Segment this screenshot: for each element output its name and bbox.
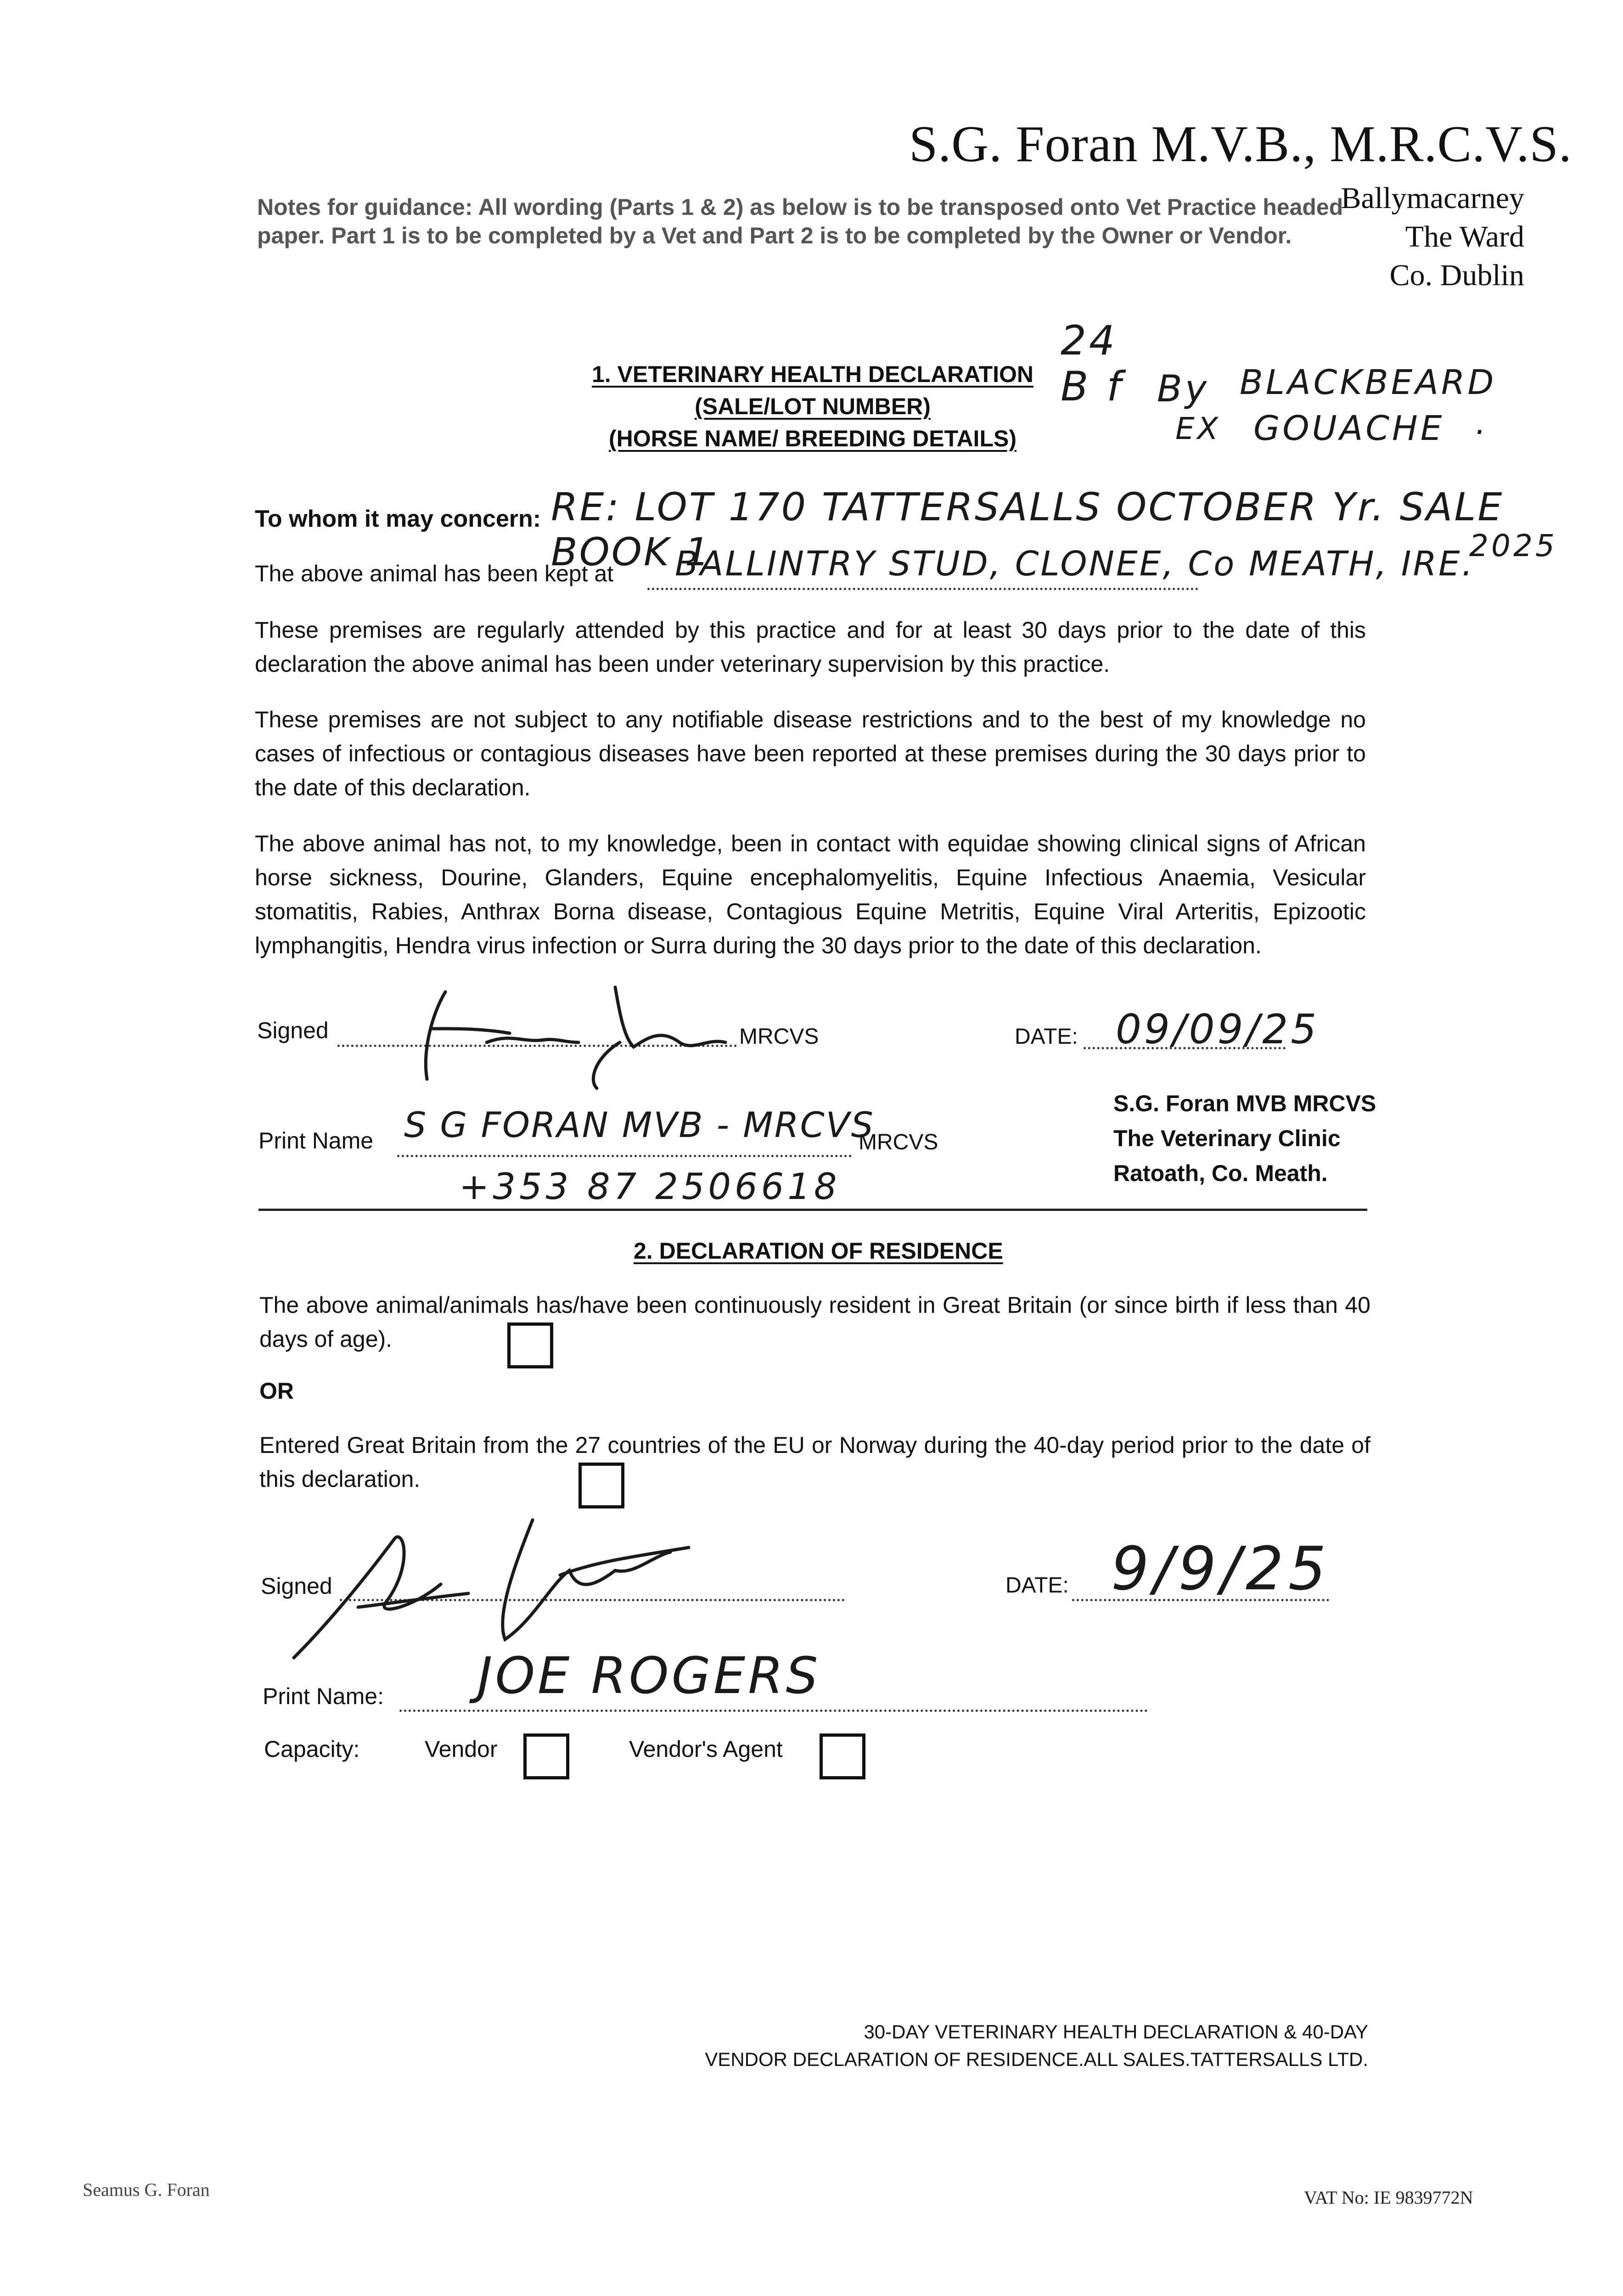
vet-print-handwritten: S G FORAN MVB - MRCVS xyxy=(404,1104,875,1145)
part1-heading-line1: 1. VETERINARY HEALTH DECLARATION xyxy=(591,361,1034,387)
kept-handwritten: BALLINTRY STUD, CLONEE, Co MEATH, IRE. xyxy=(675,544,1475,584)
address-line-3: Co. Dublin xyxy=(1389,259,1524,292)
owner-print-handwritten: JOE ROGERS xyxy=(477,1646,821,1705)
vet-date-label: DATE: xyxy=(1015,1024,1078,1049)
residence-option-1 xyxy=(259,1288,1370,1356)
vendor-agent-checkbox[interactable] xyxy=(820,1733,865,1779)
vet-signed-label: Signed xyxy=(257,1018,329,1043)
hand-by: By xyxy=(1157,367,1210,410)
vet-signature-image xyxy=(404,974,753,1093)
vet-print-label: Print Name xyxy=(258,1128,374,1154)
owner-signed-label: Signed xyxy=(261,1573,332,1599)
residence-option-1-checkbox[interactable] xyxy=(507,1322,553,1368)
hand-sire: BLACKBEARD xyxy=(1240,363,1497,402)
vendor-checkbox[interactable] xyxy=(523,1733,569,1779)
owner-date-handwritten: 9/9/25 xyxy=(1111,1534,1331,1604)
kept-dotted-line xyxy=(647,588,1198,590)
footer-title xyxy=(689,2018,1368,2073)
vet-phone-handwritten: +353 87 2506618 xyxy=(459,1166,841,1208)
hand-sex: B f xyxy=(1061,363,1124,410)
owner-date-label: DATE: xyxy=(1005,1573,1069,1598)
residence-option-1-text: The above animal/animals has/have been continuously resident in Great Britain (or since birth if less than 40 days of age). xyxy=(259,1292,1370,1352)
concern-handwritten: RE: LOT 170 TATTERSALLS OCTOBER Yr. SALE BOOK 1 xyxy=(551,484,1504,574)
footer-vat: VAT No: IE 9839772N xyxy=(1304,2187,1473,2208)
address-line-2: The Ward xyxy=(1405,220,1524,253)
guidance-note: Notes for guidance: All wording (Parts 1 & 2) as below is to be transposed onto Vet Practice headed paper. Part 1 is to be completed by a Vet and Part 2 is to be completed by the Owner or Vendor. xyxy=(257,194,1343,248)
capacity-label: Capacity: xyxy=(264,1736,360,1762)
vet-print-line xyxy=(397,1155,852,1157)
owner-print-label: Print Name: xyxy=(263,1683,384,1709)
section-divider xyxy=(258,1209,1367,1211)
vendor-agent-label: Vendor's Agent xyxy=(629,1736,783,1762)
or-label: OR xyxy=(259,1378,294,1404)
stamp-line-1: S.G. Foran MVB MRCVS xyxy=(1113,1091,1376,1116)
paragraph-diseases: The above animal has not, to my knowledge, been in contact with equidae showing clinical signs of African horse sickness, Dourine, Glanders, Equine encephalomyelitis, Equine Infectious Anaemia, Vesicular stomatitis, Rabies, Anthrax Borna disease, Contagious Equine Metritis, Equine Viral Arteritis, Epizootic lymphangitis, Hendra virus infection or Surra during the 30 days prior to the date of this declaration. xyxy=(255,831,1366,958)
hand-ex: EX xyxy=(1175,411,1221,446)
part2-heading: 2. DECLARATION OF RESIDENCE xyxy=(634,1238,1003,1264)
vendor-label: Vendor xyxy=(425,1736,498,1762)
footer-title-line1: 30-DAY VETERINARY HEALTH DECLARATION & 40-DAY xyxy=(864,2021,1368,2043)
vet-print-mrcvs: MRCVS xyxy=(859,1130,938,1154)
stamp-line-2: The Veterinary Clinic xyxy=(1113,1125,1341,1151)
paragraph-supervision: These premises are regularly attended by this practice and for at least 30 days prior to the date of this declaration the above animal has been under veterinary supervision by this practice. xyxy=(255,617,1366,677)
letterhead-address xyxy=(1341,179,1524,295)
vet-date-handwritten: 09/09/25 xyxy=(1116,1006,1320,1053)
residence-option-2 xyxy=(259,1428,1370,1496)
vet-signed-mrcvs: MRCVS xyxy=(739,1024,819,1049)
hand-lot-age: 24 xyxy=(1061,317,1118,364)
part1-heading xyxy=(588,358,1038,455)
concern-year: 2025 xyxy=(1469,528,1557,563)
concern-label: To whom it may concern: xyxy=(255,506,541,532)
owner-print-line xyxy=(399,1710,1148,1712)
footer-title-line2: VENDOR DECLARATION OF RESIDENCE.ALL SALES.TATTERSALLS LTD. xyxy=(705,2048,1368,2070)
hand-dot: · xyxy=(1474,413,1487,451)
address-line-1: Ballymacarney xyxy=(1341,181,1524,215)
paragraph-restrictions: These premises are not subject to any notifiable disease restrictions and to the best of my knowledge no cases of infectious or contagious diseases have been reported at these premises during the 30 days prior to the date of this declaration. xyxy=(255,707,1366,800)
residence-option-2-text: Entered Great Britain from the 27 countries of the EU or Norway during the 40-day period prior to the date of this declaration. xyxy=(259,1432,1370,1492)
footer-name: Seamus G. Foran xyxy=(83,2179,210,2200)
letterhead-name: S.G. Foran M.V.B., M.R.C.V.S. xyxy=(909,116,1572,173)
part1-heading-line3: (HORSE NAME/ BREEDING DETAILS) xyxy=(609,426,1016,451)
hand-dam: GOUACHE xyxy=(1253,409,1445,448)
practice-stamp xyxy=(1113,1086,1376,1191)
part1-heading-line2: (SALE/LOT NUMBER) xyxy=(695,394,931,419)
kept-label: The above animal has been kept at xyxy=(255,561,614,586)
stamp-line-3: Ratoath, Co. Meath. xyxy=(1113,1160,1328,1186)
